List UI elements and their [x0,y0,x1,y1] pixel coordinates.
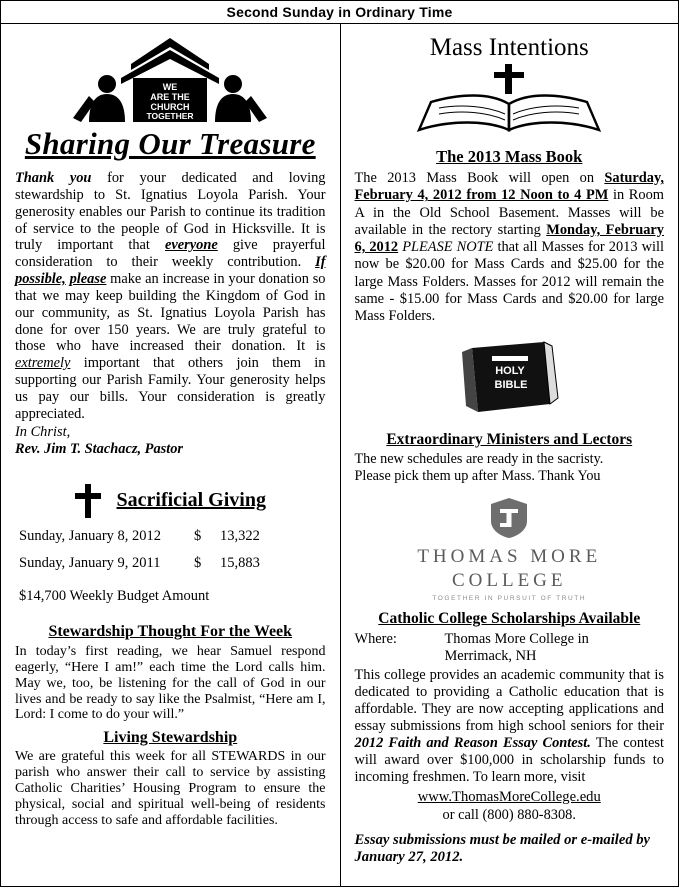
letter-part-4: important that others join them in supporting our Parish Family. Your generosity helps us pay our bills. Your consideration is greatly appreciated. [15,355,326,422]
where-value-line-1: Thomas More College in [444,630,589,647]
church-together-logo [15,34,326,124]
left-column [1,24,341,886]
giving-currency: $ [194,527,202,544]
giving-row [19,555,326,572]
page-header [1,1,678,24]
mass-book-title: The 2013 Mass Book [436,147,583,166]
mass-book-part-2: in Room A in the Old School Basement. Masses will be available in the rectory starting [354,187,664,238]
letter-everyone: everyone [165,237,218,254]
scholarships-final-note: Essay submissions must be mailed or e-mailed by January 27, 2012. [354,831,651,866]
svg-text:TOGETHER: TOGETHER [146,111,194,121]
open-book-icon [409,64,609,136]
giving-row [19,528,326,545]
letter-part-3: make an increase in your donation so that we may keep building the Kingdom of God in our community, as St. Ignatius Loyola Parish has done for over 150 years. We are truly grateful to those who have increased their donation. It is [15,271,326,355]
scholarships-contest-name: 2012 Faith and Reason Essay Contest. [354,735,591,752]
letter-part-2: give prayerful consideration to their weekly contribution. [15,237,326,271]
thomas-more-college-name: THOMAS MORE [417,545,602,567]
svg-text:HOLY: HOLY [495,364,526,377]
mass-intentions-title: Mass Intentions [429,34,589,61]
thomas-more-college-tagline: TOGETHER IN PURSUIT OF TRUTH [432,594,587,602]
holy-bible-icon [454,340,564,416]
sacrificial-giving-header [15,484,326,518]
giving-amount: 13,322 [220,527,260,544]
giving-amount: 15,883 [220,554,260,571]
scholarships-title: Catholic College Scholarships Available [378,609,641,627]
mass-book-part-1: The 2013 Mass Book will open on [354,170,605,186]
weekly-budget-amount: $14,700 Weekly Budget Amount [19,587,210,604]
where-label: Where: [354,630,397,647]
letter-part-1: for your dedicated and loving stewardship to St. Ignatius Loyola Parish. Your generosity enables our Parish to continue its tradition of service to the people of God in Hicksville. It is truly important that [15,170,326,254]
shield-icon [489,497,529,539]
living-stewardship-body: We are grateful this week for all STEWARDS in our parish who answer their call to service by assisting Catholic Charities’ Housing Program to ensure the physical, social and spiritual well-being of residents through access to safe and affordable facilities. [15,749,326,829]
letter-signoff: In Christ, [15,423,71,440]
page-title: Second Sunday in Ordinary Time [226,4,453,20]
extraordinary-ministers-line-1: The new schedules are ready in the sacristy. [354,450,604,467]
letter-extremely: extremely [15,355,71,372]
letter-thank-you: Thank you [15,170,92,186]
mass-book-date-open: Saturday, February 4, 2012 from 12 Noon to 4 PM [354,170,664,204]
svg-text:WE: WE [163,82,178,92]
scholarships-body-part-1: This college provides an academic community that is dedicated to providing a Catholic education that is affordable. They are now accepting applications and essay submissions from high school seniors for their [354,666,664,735]
extraordinary-ministers-title: Extraordinary Ministers and Lectors [386,430,633,448]
cross-icon [75,484,101,518]
living-stewardship-title: Living Stewardship [103,729,238,747]
open-bible-illustration [355,64,665,141]
right-column [341,24,679,886]
svg-text:CHURCH: CHURCH [150,102,190,112]
svg-text:BIBLE: BIBLE [494,378,528,391]
letter-signature: Rev. Jim T. Stachacz, Pastor [15,440,184,457]
scholarships-body-part-2: The contest will award over $100,000 in scholarship funds to incoming freshmen. To learn more, visit [354,735,664,786]
sharing-our-treasure-title: Sharing Our Treasure [24,126,316,161]
scholarships-body [355,667,665,787]
mass-book-date-available: Monday, February 6, 2012 [354,221,665,256]
thomas-more-college-logo [355,497,665,602]
mass-book-part-4: that all Masses for 2013 will now be $20.00 for Mass Cards and $25.00 for the large Mass Folders. Masses for 2012 will remain the same - $15.00 for Mass Cards and $20.00 for large Mass Folders. [354,239,665,325]
pastor-letter [15,170,326,423]
where-value-line-2: Merrimack, NH [444,647,537,664]
letter-please: please [69,271,107,288]
scholarships-website-link[interactable]: www.ThomasMoreCollege.edu [417,788,601,805]
sacrificial-giving-title: Sacrificial Giving [116,489,266,512]
mass-book-body [355,170,665,326]
two-column-layout [1,24,678,886]
mass-book-please-note: PLEASE NOTE [402,239,494,256]
giving-currency: $ [194,554,202,571]
letter-if-possible: If possible, [15,254,326,288]
extraordinary-ministers-line-2: Please pick them up after Mass. Thank You [354,467,601,484]
giving-date: Sunday, January 9, 2011 [19,554,161,571]
svg-text:ARE THE: ARE THE [150,92,191,102]
stewardship-thought-title: Stewardship Thought For the Week [48,622,293,640]
thomas-more-college-name-2: COLLEGE [451,569,567,591]
scholarships-phone: or call (800) 880-8308. [442,806,576,823]
holy-bible-illustration [355,340,665,421]
scholarship-location-row [355,631,665,648]
stewardship-thought-body: In today’s first reading, we hear Samuel respond eagerly, “Here I am!” each time the Lord calls him. May we, too, be listening for the call of God in our lives and be ready to say like the Psalmist, “Here am I, Lord: I come to do your will.” [15,643,326,723]
giving-date: Sunday, January 8, 2012 [19,527,162,544]
we-are-the-church-together-icon [59,34,281,124]
